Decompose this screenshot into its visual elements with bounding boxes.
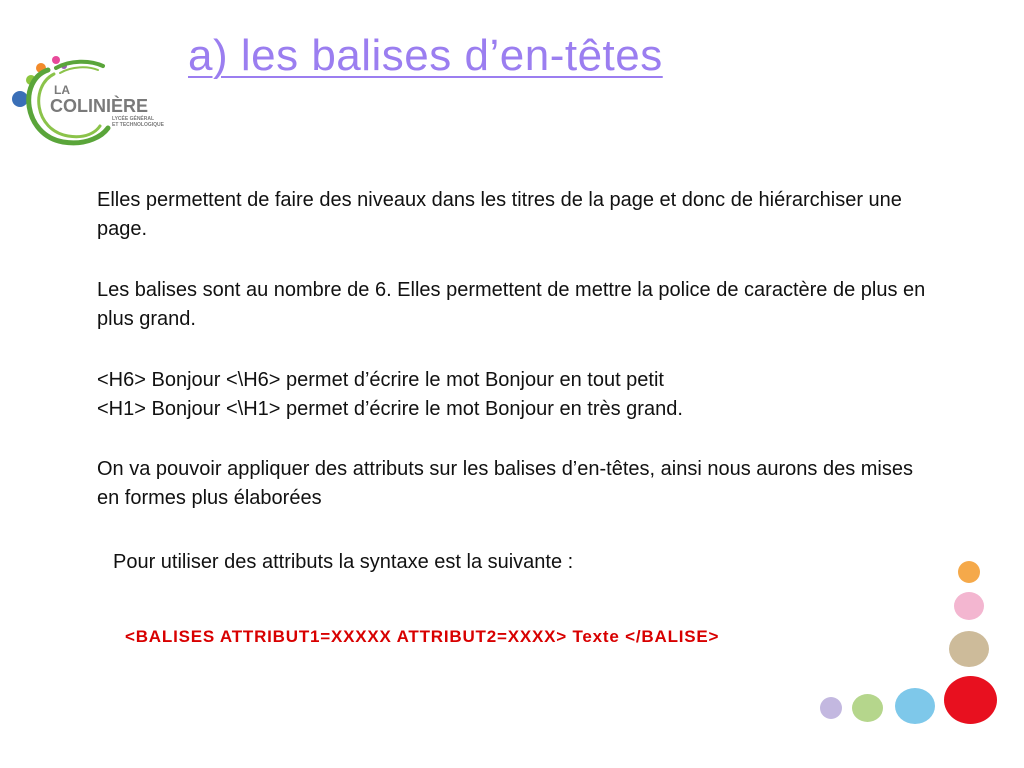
paragraph-syntaxe: Pour utiliser des attributs la syntaxe est la suivante : [113,551,574,573]
logo-text-subtitle: LYCÉE GÉNÉRAL ET TECHNOLOGIQUE [112,116,164,128]
decorative-dot-green [852,694,883,722]
paragraph-exemples [97,366,927,424]
paragraph-attributs: On va pouvoir appliquer des attributs sur les balises d’en-têtes, ainsi nous aurons des mises en formes plus élaborées [97,458,913,509]
syntax-code-line: <BALISES ATTRIBUT1=XXXXX ATTRIBUT2=XXXX> Texte </BALISE> [125,627,720,646]
decorative-dot-pink [954,592,984,620]
example-h1: <H1> Bonjour <\H1> permet d’écrire le mot Bonjour en très grand. [97,398,683,420]
paragraph-niveaux: Elles permettent de faire des niveaux dans les titres de la page et donc de hiérarchiser une page. [97,189,902,240]
decorative-dot-red [944,676,997,724]
decorative-dot-blue [895,688,935,724]
decorative-dot-orange [958,561,980,583]
logo-text-coliniere: COLINIÈRE [50,96,149,116]
paragraph-nombre-balises: Les balises sont au nombre de 6. Elles permettent de mettre la police de caractère de plus en plus grand. [97,279,926,330]
decorative-dot-lavender [820,697,842,719]
la-coliniere-logo [8,50,178,150]
slide-title: a) les balises d’en-têtes [188,31,663,80]
example-h6: <H6> Bonjour <\H6> permet d’écrire le mot Bonjour en tout petit [97,369,664,391]
logo-text-la: LA [54,83,70,97]
decorative-dot-tan [949,631,989,667]
